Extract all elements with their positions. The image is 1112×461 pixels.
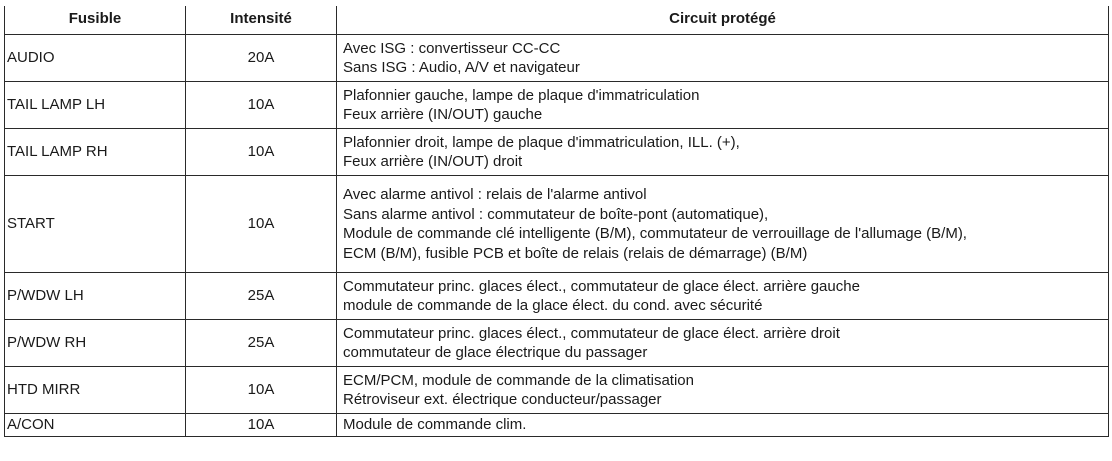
fuse-name-cell: HTD MIRR [5, 367, 186, 414]
circuit-cell [337, 176, 1109, 273]
circuit-line: Commutateur princ. glaces élect., commutateur de glace élect. arrière gauche [343, 277, 860, 295]
circuit-line: module de commande de la glace élect. du cond. avec sécurité [343, 297, 763, 314]
circuit-line: Rétroviseur ext. électrique conducteur/passager [343, 391, 662, 408]
circuit-line: Module de commande clé intelligente (B/M), commutateur de verrouillage de l'allumage (B/M), [343, 225, 967, 242]
fuse-name-cell: A/CON [5, 414, 186, 437]
fuse-name-cell: TAIL LAMP LH [5, 82, 186, 129]
circuit-line: Feux arrière (IN/OUT) gauche [343, 106, 543, 123]
circuit-cell [337, 273, 1109, 320]
circuit-line: Avec ISG : convertisseur CC-CC [343, 39, 561, 57]
circuit-cell [337, 82, 1109, 129]
fuse-name-cell: P/WDW LH [5, 273, 186, 320]
table-row [5, 176, 1109, 273]
amperage-cell: 10A [186, 367, 337, 414]
table-header [5, 6, 1109, 35]
circuit-line: commutateur de glace électrique du passager [343, 344, 648, 361]
amperage-cell: 10A [186, 129, 337, 176]
amperage-cell: 25A [186, 273, 337, 320]
amperage-cell: 10A [186, 82, 337, 129]
header-row [5, 6, 1109, 35]
fuse-table [4, 6, 1109, 437]
header-amperage: Intensité [186, 6, 337, 35]
circuit-line: Module de commande clim. [343, 416, 527, 434]
circuit-cell [337, 35, 1109, 82]
circuit-line: Commutateur princ. glaces élect., commutateur de glace élect. arrière droit [343, 324, 840, 342]
circuit-cell [337, 129, 1109, 176]
amperage-cell: 10A [186, 176, 337, 273]
circuit-cell [337, 320, 1109, 367]
table-row [5, 129, 1109, 176]
table-body [5, 35, 1109, 437]
circuit-line: ECM/PCM, module de commande de la climatisation [343, 371, 694, 389]
table-row [5, 35, 1109, 82]
circuit-line: Plafonnier droit, lampe de plaque d'immatriculation, ILL. (+), [343, 133, 740, 151]
amperage-cell: 10A [186, 414, 337, 437]
fuse-name-cell: P/WDW RH [5, 320, 186, 367]
header-circuit: Circuit protégé [337, 6, 1109, 35]
table-row [5, 367, 1109, 414]
circuit-line: Sans ISG : Audio, A/V et navigateur [343, 59, 580, 76]
table-row [5, 414, 1109, 437]
circuit-cell [337, 367, 1109, 414]
table-row [5, 82, 1109, 129]
circuit-line: Sans alarme antivol : commutateur de boîte-pont (automatique), [343, 205, 769, 223]
table-row [5, 273, 1109, 320]
circuit-line: Avec alarme antivol : relais de l'alarme antivol [343, 186, 647, 203]
circuit-line: ECM (B/M), fusible PCB et boîte de relais (relais de démarrage) (B/M) [343, 244, 808, 262]
table-row [5, 320, 1109, 367]
circuit-line: Plafonnier gauche, lampe de plaque d'immatriculation [343, 86, 700, 104]
amperage-cell: 25A [186, 320, 337, 367]
amperage-cell: 20A [186, 35, 337, 82]
header-fuse: Fusible [5, 6, 186, 35]
circuit-line: Feux arrière (IN/OUT) droit [343, 153, 523, 170]
fuse-name-cell: TAIL LAMP RH [5, 129, 186, 176]
fuse-name-cell: AUDIO [5, 35, 186, 82]
fuse-name-cell: START [5, 176, 186, 273]
circuit-cell [337, 414, 1109, 437]
